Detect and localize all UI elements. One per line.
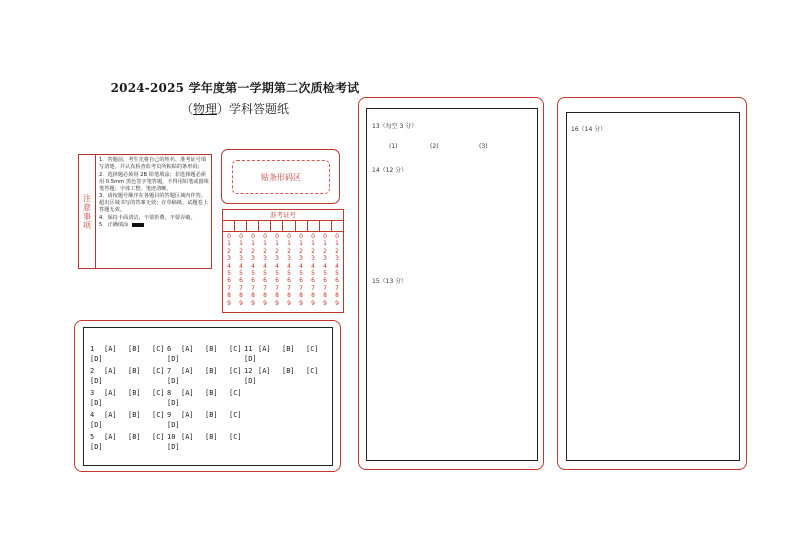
admission-number-label: 准考证号 [223,210,343,221]
admission-write-box[interactable] [259,221,271,231]
answer-panel-right [557,97,747,470]
option-bubble[interactable]: [C] [229,367,242,375]
admission-digit-bubble[interactable]: 2 [311,247,315,255]
admission-digit-bubble[interactable]: 1 [335,240,339,248]
admission-digit-bubble[interactable]: 8 [263,292,267,300]
admission-digit-bubble[interactable]: 9 [263,299,267,307]
choice-question [90,388,174,408]
question-number: 10 [167,433,176,441]
option-bubble[interactable]: [B] [128,389,141,397]
q13-blank-2: (2) [430,143,439,150]
admission-digit-bubble[interactable]: 3 [275,255,279,263]
admission-digit-bubble[interactable]: 0 [275,233,279,240]
option-bubble[interactable]: [A] [104,411,117,419]
admission-digit-bubble[interactable]: 7 [287,284,291,292]
admission-digit-bubble[interactable]: 3 [263,255,267,263]
q13-blank-1: (1) [389,143,398,150]
option-bubble[interactable]: [A] [104,367,117,375]
answer-panel-middle [358,97,544,470]
notice-item: 1．答题前，考生先将自己的姓名、准考证号填写清楚，并认真检查监考员所粘贴的条形码； [99,157,207,170]
option-bubble[interactable]: [B] [128,345,141,353]
option-bubble[interactable]: [A] [104,345,117,353]
admission-digit-column [223,232,235,307]
admission-digit-column [247,232,259,307]
admission-digit-bubble[interactable]: 8 [239,292,243,300]
option-bubble[interactable]: [C] [306,345,319,353]
option-bubble[interactable]: [A] [181,367,194,375]
choice-question [244,344,328,364]
admission-digit-bubble[interactable]: 9 [311,299,315,307]
admission-digit-bubble[interactable]: 6 [251,277,255,285]
notice-label-cell [79,155,96,268]
option-bubble[interactable]: [B] [128,411,141,419]
admission-digit-bubble[interactable]: 0 [227,233,231,240]
admission-digit-bubble[interactable]: 5 [287,270,291,278]
admission-digit-bubble[interactable]: 1 [263,240,267,248]
option-bubble[interactable]: [C] [152,345,165,353]
filled-bubble-sample [132,223,144,227]
admission-digit-bubble[interactable]: 1 [287,240,291,248]
admission-digit-bubble[interactable]: 3 [227,255,231,263]
admission-digit-bubble[interactable]: 4 [227,262,231,270]
option-bubble[interactable]: [B] [205,345,218,353]
admission-digit-bubble[interactable]: 6 [299,277,303,285]
subject-name: 物理 [192,102,217,116]
option-bubble[interactable]: [C] [229,389,242,397]
admission-digit-bubble[interactable]: 0 [323,233,327,240]
subject-suffix: 学科答题纸 [229,102,290,116]
admission-digit-column [271,232,283,307]
option-bubble[interactable]: [A] [181,433,194,441]
admission-digit-column [235,232,247,307]
admission-digit-bubble[interactable]: 7 [323,284,327,292]
subject-title: （物理）学科答题纸 [180,102,290,116]
choice-question [167,344,251,364]
admission-digit-bubble[interactable]: 1 [299,240,303,248]
option-bubble[interactable]: [D] [167,355,180,363]
admission-digit-bubble[interactable]: 0 [239,233,243,240]
admission-digit-bubble[interactable]: 5 [275,270,279,278]
admission-digit-bubble[interactable]: 5 [335,270,339,278]
answer-area-13-15 [366,108,538,461]
admission-digit-bubble[interactable]: 1 [251,240,255,248]
answer-area-16 [566,112,740,461]
admission-digit-bubble[interactable]: 6 [275,277,279,285]
option-bubble[interactable]: [A] [181,345,194,353]
admission-digit-bubble[interactable]: 9 [323,299,327,307]
option-bubble[interactable]: [C] [152,433,165,441]
admission-digit-bubble[interactable]: 0 [299,233,303,240]
option-bubble[interactable]: [D] [167,443,180,451]
choice-question [90,432,174,452]
admission-digit-bubble[interactable]: 2 [251,247,255,255]
admission-digit-bubble[interactable]: 1 [323,240,327,248]
admission-digit-bubble[interactable]: 6 [263,277,267,285]
question-number: 7 [167,367,172,375]
admission-digit-bubble[interactable]: 4 [287,262,291,270]
option-bubble[interactable]: [C] [152,411,165,419]
admission-digit-bubble[interactable]: 9 [275,299,279,307]
admission-digit-bubble[interactable]: 9 [227,299,231,307]
choice-question [90,366,174,386]
option-bubble[interactable]: [B] [205,367,218,375]
question-number: 1 [90,345,95,353]
option-bubble[interactable]: [C] [152,389,165,397]
admission-digit-bubble[interactable]: 3 [299,255,303,263]
admission-write-box[interactable] [320,221,332,231]
notice-list [99,157,209,230]
option-bubble[interactable]: [D] [90,377,103,385]
admission-digit-bubble[interactable]: 2 [299,247,303,255]
admission-digit-bubble[interactable]: 3 [311,255,315,263]
admission-digit-bubble[interactable]: 0 [263,233,267,240]
admission-digit-bubble[interactable]: 5 [239,270,243,278]
q16-label: 16（14 分） [571,126,607,133]
admission-digit-bubble[interactable]: 9 [299,299,303,307]
admission-digit-bubble[interactable]: 4 [311,262,315,270]
option-bubble[interactable]: [C] [152,367,165,375]
admission-digit-bubble[interactable]: 2 [323,247,327,255]
admission-digit-bubble[interactable]: 4 [323,262,327,270]
admission-digit-bubble[interactable]: 7 [263,284,267,292]
admission-digit-bubble[interactable]: 8 [251,292,255,300]
admission-digit-bubble[interactable]: 6 [323,277,327,285]
admission-digit-bubble[interactable]: 3 [323,255,327,263]
admission-digit-bubble[interactable]: 4 [239,262,243,270]
admission-digit-bubble[interactable]: 9 [251,299,255,307]
question-number: 6 [167,345,172,353]
option-bubble[interactable]: [D] [167,399,180,407]
admission-number-grid [222,209,344,313]
admission-write-box[interactable] [223,221,235,231]
choice-question [167,366,251,386]
admission-digit-bubble[interactable]: 7 [335,284,339,292]
option-bubble[interactable]: [A] [258,345,271,353]
option-bubble[interactable]: [D] [90,443,103,451]
option-bubble[interactable]: [B] [205,411,218,419]
option-bubble[interactable]: [C] [229,345,242,353]
barcode-dashed-box [232,160,330,194]
admission-digit-bubble[interactable]: 3 [239,255,243,263]
admission-digit-column [295,232,307,307]
option-bubble[interactable]: [C] [229,411,242,419]
admission-digit-bubble[interactable]: 4 [335,262,339,270]
admission-digit-bubble[interactable]: 0 [335,233,339,240]
question-number: 2 [90,367,95,375]
q14-label: 14（12 分） [372,167,408,174]
question-number: 5 [90,433,95,441]
option-bubble[interactable]: [D] [167,421,180,429]
admission-digit-bubble[interactable]: 6 [287,277,291,285]
admission-digit-bubble[interactable]: 4 [251,262,255,270]
admission-digit-bubble[interactable]: 5 [299,270,303,278]
choice-question [167,410,251,430]
notice-item: 3．请按题号顺序在各题目的答题区域内作答，超出区域书写的答案无效；在草稿纸、试题卷上答题无效。 [99,193,208,213]
option-bubble[interactable]: [D] [244,377,257,385]
question-number: 11 [244,345,253,353]
admission-digit-bubble[interactable]: 9 [239,299,243,307]
admission-write-box[interactable] [296,221,308,231]
admission-digit-bubble[interactable]: 3 [251,255,255,263]
q13-blank-3: (3) [479,143,488,150]
q13-label: 13（每空 3 分） [372,123,418,130]
admission-digit-column [283,232,295,307]
admission-digit-bubble[interactable]: 8 [287,292,291,300]
option-bubble[interactable]: [B] [205,389,218,397]
admission-digit-bubble[interactable]: 7 [311,284,315,292]
admission-digit-bubble[interactable]: 8 [311,292,315,300]
option-bubble[interactable]: [D] [90,399,103,407]
notice-box [78,154,212,269]
admission-digit-bubble[interactable]: 2 [227,247,231,255]
question-number: 12 [244,367,253,375]
admission-write-box[interactable] [308,221,320,231]
admission-digit-bubble[interactable]: 9 [335,299,339,307]
admission-write-box[interactable] [247,221,259,231]
option-bubble[interactable]: [A] [104,433,117,441]
option-bubble[interactable]: [D] [167,377,180,385]
question-number: 3 [90,389,95,397]
admission-digit-bubble[interactable]: 0 [251,233,255,240]
admission-write-box[interactable] [271,221,283,231]
admission-digit-bubble[interactable]: 1 [311,240,315,248]
admission-digit-bubble[interactable]: 0 [287,233,291,240]
admission-digit-bubble[interactable]: 6 [311,277,315,285]
admission-write-boxes [223,221,343,232]
option-bubble[interactable]: [A] [258,367,271,375]
barcode-label: 贴条形码区 [261,172,301,182]
option-bubble[interactable]: [B] [128,367,141,375]
option-bubble[interactable]: [B] [205,433,218,441]
admission-digit-bubble[interactable]: 2 [275,247,279,255]
option-bubble[interactable]: [D] [244,355,257,363]
admission-digit-bubble[interactable]: 8 [227,292,231,300]
notice-item: 4．保持卡面清洁，不要折叠，不要弄破。 [99,214,196,221]
admission-digit-bubble[interactable]: 6 [227,277,231,285]
choice-question [90,344,174,364]
admission-digit-bubble[interactable]: 1 [275,240,279,248]
choice-section [74,320,341,472]
admission-digit-bubble[interactable]: 3 [335,255,339,263]
q15-label: 15（13 分） [372,278,408,285]
admission-digit-bubble[interactable]: 5 [227,270,231,278]
admission-digit-bubble[interactable]: 7 [239,284,243,292]
admission-digit-bubble[interactable]: 4 [275,262,279,270]
admission-digit-bubble[interactable]: 7 [275,284,279,292]
admission-digit-bubble[interactable]: 5 [311,270,315,278]
question-number: 8 [167,389,172,397]
admission-digit-bubble[interactable]: 2 [239,247,243,255]
admission-digit-bubble[interactable]: 2 [263,247,267,255]
exam-title: 2024-2025 学年度第一学期第二次质检考试 [110,81,360,95]
admission-digit-bubble[interactable]: 5 [251,270,255,278]
admission-write-box[interactable] [332,221,343,231]
question-number: 9 [167,411,172,419]
admission-digit-bubble[interactable]: 2 [287,247,291,255]
question-number: 4 [90,411,95,419]
barcode-area [221,149,340,204]
option-bubble[interactable]: [C] [306,367,319,375]
admission-digit-bubble[interactable]: 4 [263,262,267,270]
admission-digit-bubble[interactable]: 8 [299,292,303,300]
notice-label: 注意事项 [82,193,92,230]
admission-digit-column [319,232,331,307]
admission-digit-bubble[interactable]: 5 [323,270,327,278]
option-bubble[interactable]: [D] [90,355,103,363]
admission-digit-bubble[interactable]: 1 [239,240,243,248]
admission-digit-bubble[interactable]: 4 [299,262,303,270]
option-bubble[interactable]: [D] [90,421,103,429]
admission-digit-bubble[interactable]: 1 [227,240,231,248]
admission-digit-bubble[interactable]: 2 [335,247,339,255]
admission-digit-bubble[interactable]: 6 [239,277,243,285]
notice-item: 5．正确填涂 [99,222,129,228]
admission-digit-bubble[interactable]: 6 [335,277,339,285]
notice-item-fill [99,222,209,229]
admission-digit-columns [223,232,343,307]
admission-digit-bubble[interactable]: 8 [335,292,339,300]
choice-question [167,432,251,452]
admission-digit-bubble[interactable]: 8 [275,292,279,300]
admission-digit-bubble[interactable]: 3 [287,255,291,263]
choice-question [244,366,328,386]
option-bubble[interactable]: [B] [128,433,141,441]
admission-digit-column [331,232,343,307]
choice-answer-box [83,327,333,466]
option-bubble[interactable]: [A] [104,389,117,397]
admission-digit-bubble[interactable]: 7 [251,284,255,292]
admission-digit-bubble[interactable]: 7 [227,284,231,292]
option-bubble[interactable]: [B] [282,367,295,375]
admission-write-box[interactable] [283,221,295,231]
admission-digit-bubble[interactable]: 9 [287,299,291,307]
admission-digit-bubble[interactable]: 0 [311,233,315,240]
option-bubble[interactable]: [A] [181,411,194,419]
admission-digit-column [307,232,319,307]
option-bubble[interactable]: [B] [282,345,295,353]
choice-question [90,410,174,430]
option-bubble[interactable]: [A] [181,389,194,397]
admission-digit-column [259,232,271,307]
choice-question [167,388,251,408]
admission-write-box[interactable] [235,221,247,231]
admission-digit-bubble[interactable]: 8 [323,292,327,300]
admission-digit-bubble[interactable]: 5 [263,270,267,278]
option-bubble[interactable]: [C] [229,433,242,441]
admission-digit-bubble[interactable]: 7 [299,284,303,292]
notice-item: 2．选择题必须用 2B 铅笔填涂；非选择题必须用 0.5mm 黑色签字笔答题，不得用铅笔或圆珠笔答题；字体工整、笔迹清晰。 [99,171,209,192]
